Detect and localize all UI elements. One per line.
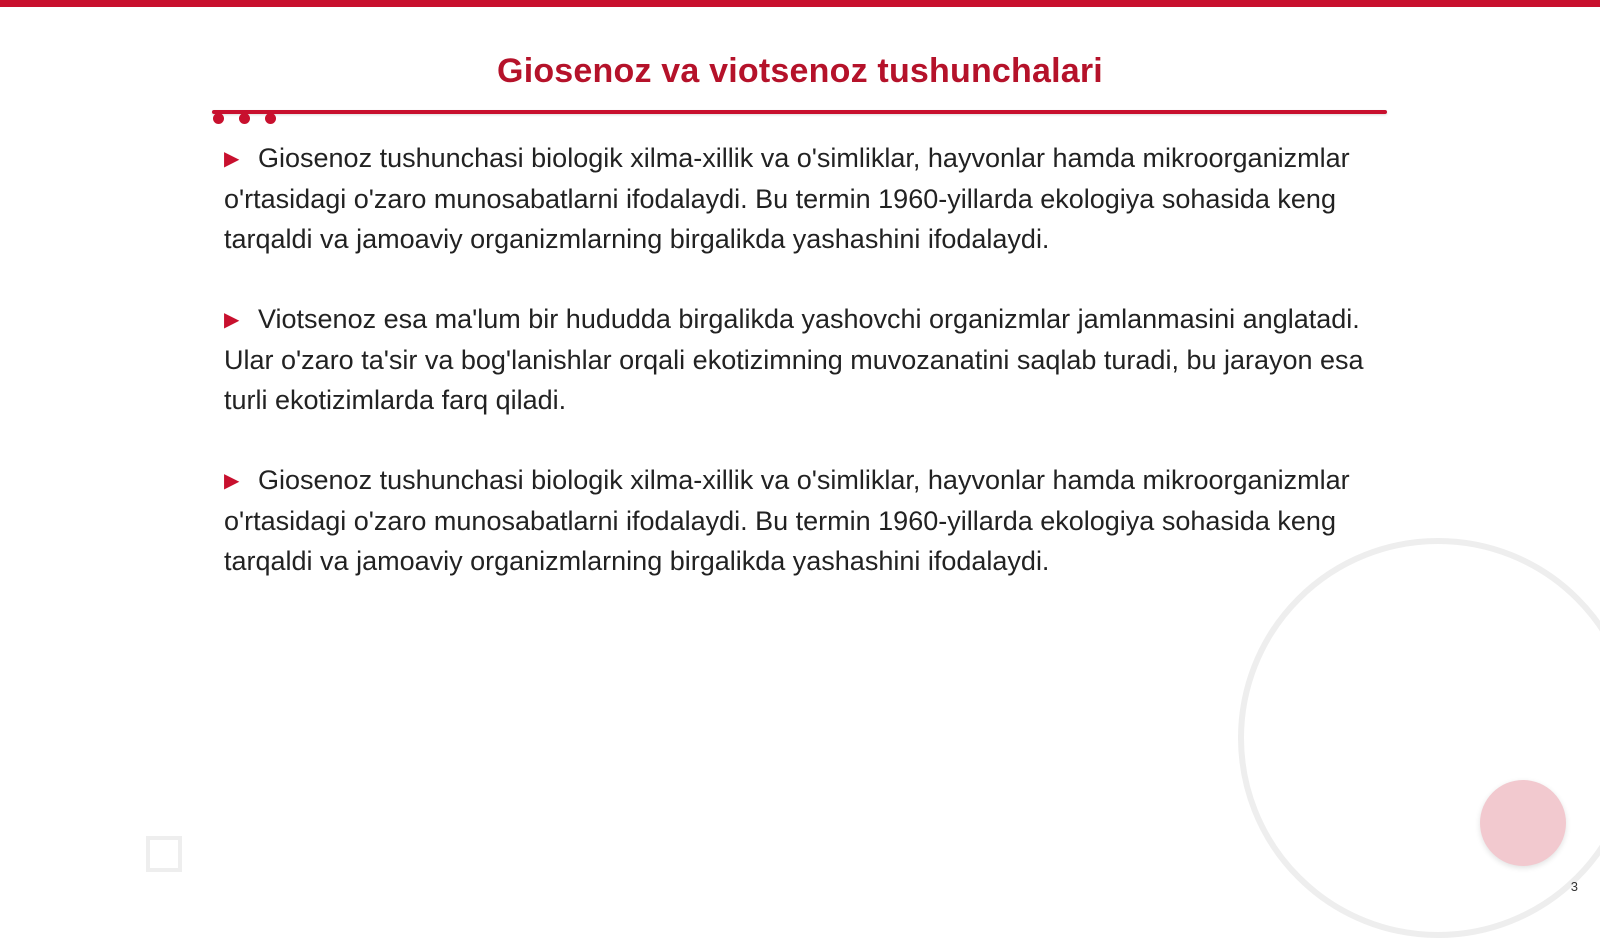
bullet-paragraph-3 [224, 460, 1374, 581]
title-underline [212, 110, 1387, 114]
decorative-square [146, 836, 182, 872]
slide-body [224, 138, 1374, 621]
bullet-triangle-icon: ▶ [224, 148, 240, 170]
decorative-dot-3 [265, 113, 276, 124]
bullet-paragraph-2 [224, 299, 1374, 420]
paragraph-text: Viotsenoz esa ma'lum bir hududda birgalikda yashovchi organizmlar jamlanmasini anglatadi. Ular o'zaro ta'sir va bog'lanishlar orqali ekotizimning muvozanatini saqlab turadi, bu jarayon esa turli ekotizimlarda farq qiladi. [224, 304, 1364, 415]
top-accent-bar [0, 0, 1600, 7]
slide-title: Giosenoz va viotsenoz tushunchalari [497, 52, 1103, 90]
paragraph-text: Giosenoz tushunchasi biologik xilma-xillik va o'simliklar, hayvonlar hamda mikroorganizmlar o'rtasidagi o'zaro munosabatlarni ifodalaydi. Bu termin 1960-yillarda ekologiya sohasida keng tarqaldi va jamoaviy organizmlarning birgalikda yashashini ifodalaydi. [224, 465, 1350, 576]
decorative-circle [1480, 780, 1566, 866]
bullet-triangle-icon: ▶ [224, 309, 240, 331]
page-number: 3 [1570, 879, 1578, 894]
bullet-paragraph-1 [224, 138, 1374, 259]
decorative-dot-2 [239, 113, 250, 124]
decorative-dot-1 [213, 113, 224, 124]
paragraph-text: Giosenoz tushunchasi biologik xilma-xillik va o'simliklar, hayvonlar hamda mikroorganizmlar o'rtasidagi o'zaro munosabatlarni ifodalaydi. Bu termin 1960-yillarda ekologiya sohasida keng tarqaldi va jamoaviy organizmlarning birgalikda yashashini ifodalaydi. [224, 143, 1350, 254]
bullet-triangle-icon: ▶ [224, 470, 240, 492]
